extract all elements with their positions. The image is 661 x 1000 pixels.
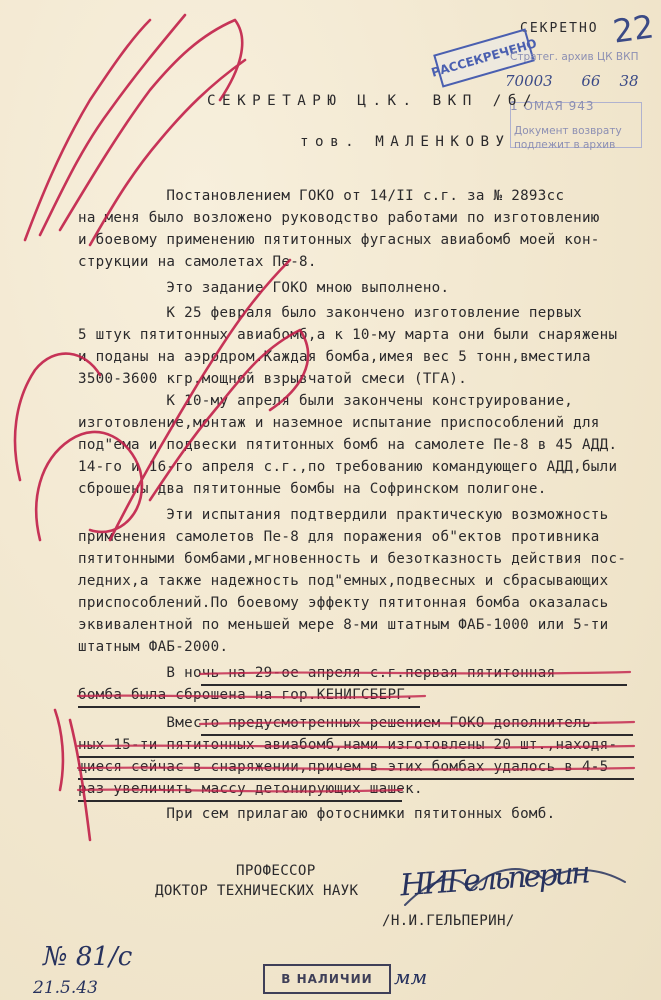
archive-side: 38 (619, 72, 639, 90)
body-line: Постановлением ГОКО от 14/II с.г. за № 2893сс (78, 188, 565, 204)
signature-title1: ПРОФЕССОР (236, 863, 316, 879)
body-line: изготовление,монтаж и наземное испытание приспособлений для (78, 415, 600, 431)
body-line: К 10-му апреля были закончены конструирование, (78, 393, 574, 409)
typed-underline (78, 706, 420, 708)
body-line: Эти испытания подтвердили практическую возможность (78, 507, 609, 523)
body-line: В ночь на 29-ое апреля с.г.первая пятитонная (78, 665, 556, 681)
body-line: под"ема и подвески пятитонных бомб на самолете Пе-8 в 45 АДД. (78, 437, 618, 453)
body-line: 3500-3600 кгр.мощной взрывчатой смеси (ТГА). (78, 371, 468, 387)
addressee-line2: тов. МАЛЕНКОВУ (300, 134, 511, 150)
archive-stamp-title: Стратег. архив ЦК ВКП (510, 51, 639, 63)
handwritten-signature: НИГельперин (399, 855, 589, 904)
availability-initials: мм (394, 965, 428, 989)
typed-underline (78, 756, 634, 758)
page-number: 22 (610, 7, 657, 51)
body-line: При сем прилагаю фотоснимки пятитонных бомб. (78, 806, 556, 822)
archive-return-line1: Документ возврату (514, 125, 622, 137)
body-line: и поданы на аэродром.Каждая бомба,имея вес 5 тонн,вместила (78, 349, 591, 365)
secret-label: СЕКРЕТНО (520, 21, 599, 36)
body-line: применения самолетов Пе-8 для поражения об"ектов противника (78, 529, 600, 545)
typed-underline (78, 778, 634, 780)
archive-count: 66 (581, 72, 601, 90)
declassified-stamp: РАССЕКРЕЧЕНО (433, 28, 535, 87)
body-line: штатным ФАБ-2000. (78, 639, 229, 655)
body-line: сброшены два пятитонные бомбы на Софринском полигоне. (78, 481, 547, 497)
body-line: бомба была сброшена на гор.КЕНИГСБЕРГ. (78, 687, 414, 703)
typed-underline (201, 734, 633, 736)
addressee-line1: СЕКРЕТАРЮ Ц.К. ВКП /б/ (207, 93, 538, 109)
availability-stamp: В НАЛИЧИИ (263, 964, 391, 994)
typed-underline (201, 684, 627, 686)
body-line: приспособлений.По боевому эффекту пятитонная бомба оказалась (78, 595, 609, 611)
signature-name: /Н.И.ГЕЛЬПЕРИН/ (382, 913, 515, 929)
body-line: К 25 февраля было закончено изготовление первых (78, 305, 582, 321)
archive-number: 70003 (505, 72, 553, 90)
reference-number: № 81/с (43, 942, 133, 972)
body-line: раз увеличить массу детонирующих шашек. (78, 781, 423, 797)
typed-underline (78, 800, 402, 802)
signature-title2: ДОКТОР ТЕХНИЧЕСКИХ НАУК (155, 883, 359, 899)
body-line: струкции на самолетах Пе-8. (78, 254, 317, 270)
red-resolution-stroke (55, 710, 63, 790)
red-resolution-stroke (25, 20, 150, 240)
archive-stamp-numbers (505, 74, 639, 88)
body-line: пятитонными бомбами,мгновенность и безотказность действия пос- (78, 551, 627, 567)
body-line: Это задание ГОКО мною выполнено. (78, 280, 450, 296)
body-line: на меня было возложено руководство работами по изготовлению (78, 210, 600, 226)
body-line: щиеся сейчас в снаряжении,причем в этих бомбах удалось в 4-5 (78, 759, 609, 775)
body-line: 14-го и 16-го апреля с.г.,по требованию командующего АДД,были (78, 459, 618, 475)
body-line: и боевому применению пятитонных фугасных авиабомб моей кон- (78, 232, 600, 248)
body-line: Вместо предусмотренных решением ГОКО дополнитель- (78, 715, 600, 731)
body-line: эквивалентной по меньшей мере 8-ми штатным ФАБ-1000 или 5-ти (78, 617, 609, 633)
archive-return-line2: подлежит в архив (514, 139, 616, 151)
archive-date: 1 ОМАЯ 943 (510, 99, 595, 113)
reference-date: 21.5.43 (33, 978, 98, 998)
body-line: 5 штук пятитонных авиабомб,а к 10-му марта они были снаряжены (78, 327, 618, 343)
body-line: ледних,а также надежность под"емных,подвесных и сбрасывающих (78, 573, 609, 589)
body-line: ных 15-ти пятитонных авиабомб,нами изготовлены 20 шт.,находя- (78, 737, 618, 753)
